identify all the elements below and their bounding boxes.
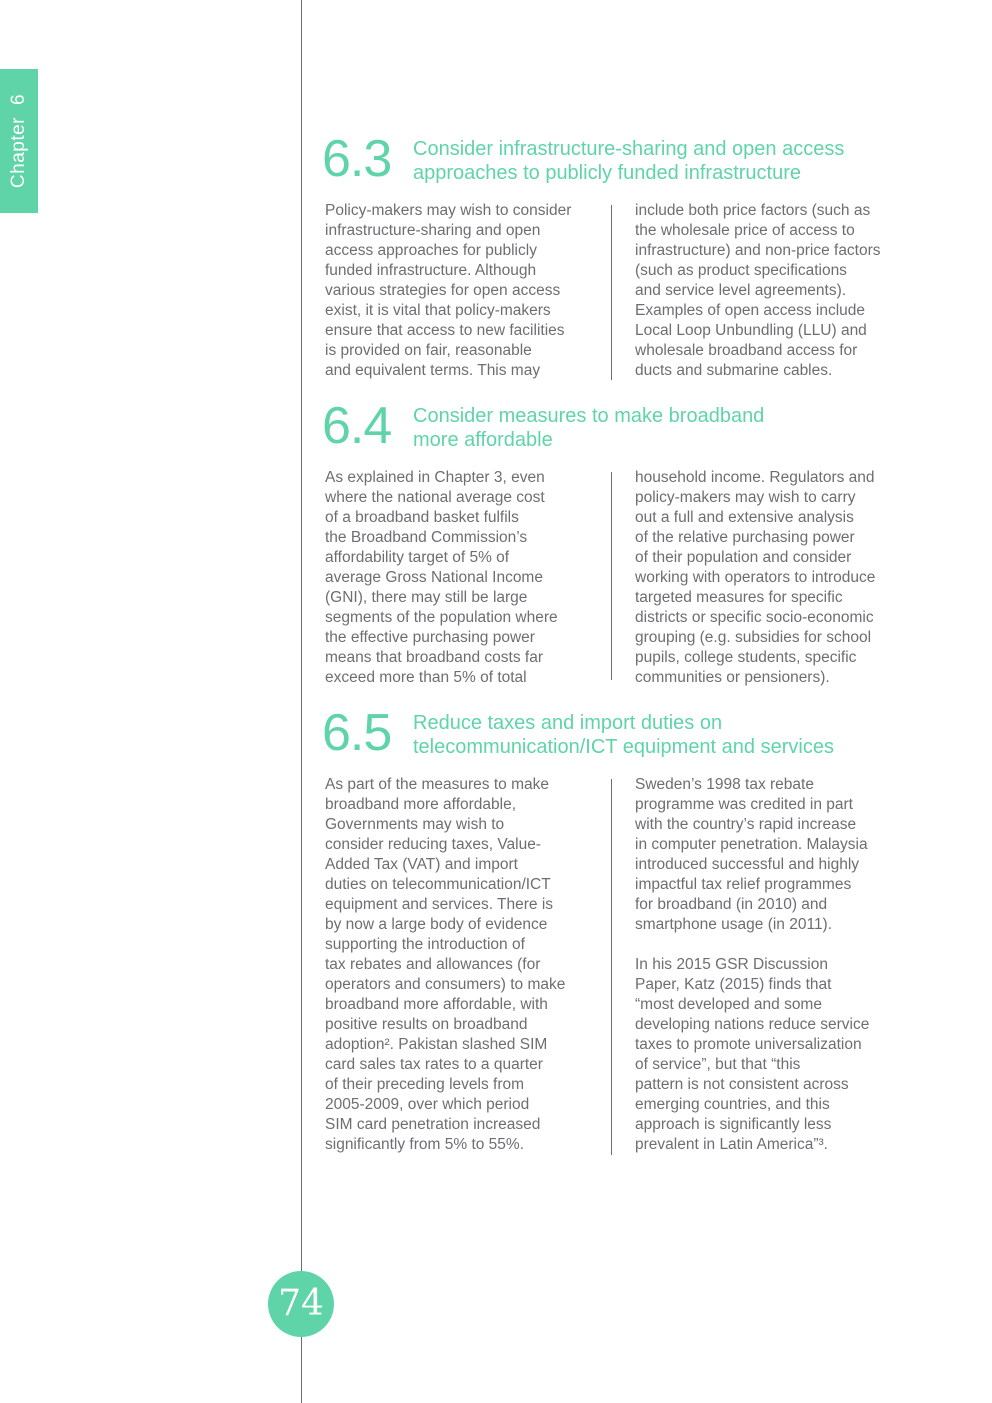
section-number: 6.4 <box>322 397 392 455</box>
section-text-left: As explained in Chapter 3, even where the national average cost of a broadband basket fulfils the Broadband Commission’s affordability target of 5% of average Gross National Income (GNI), there may still be large segments of the population where the effective purchasing power means that broadband costs far exceed more than 5% of total <box>325 469 558 686</box>
column-divider <box>611 205 612 380</box>
section-6-4 <box>322 397 905 686</box>
section-number: 6.5 <box>322 704 392 762</box>
section-number: 6.3 <box>322 130 392 188</box>
column-divider <box>611 472 612 680</box>
section-title: Consider measures to make broadband more affordable <box>413 405 765 451</box>
section-text-right: household income. Regulators and policy-makers may wish to carry out a full and extensive analysis of the relative purchasing power of their population and consider working with operators to introduce targeted measures for specific districts or specific socio-economic grouping (e.g. subsidies for school pupils, college students, specific communities or pensioners). <box>635 469 876 686</box>
chapter-tab-text <box>8 94 30 188</box>
chapter-number: 6 <box>8 93 29 105</box>
page-number-badge: 74 <box>268 1271 334 1337</box>
section-6-5 <box>322 704 905 1153</box>
section-text-right: Sweden’s 1998 tax rebate programme was credited in part with the country’s rapid increase in computer penetration. Malaysia introduced successful and highly impactful tax relief programmes for broadband (in 2010) and smartphone usage (in 2011). In his 2015 GSR Discussion Paper, Katz (2015) finds that “most developed and some developing nations reduce service taxes to promote universalization of service”, but that “this pattern is not consistent across emerging countries, and this approach is significantly less prevalent in Latin America”³. <box>635 776 870 1153</box>
section-title: Consider infrastructure-sharing and open access approaches to publicly funded infrastructure <box>413 138 845 184</box>
chapter-tab <box>0 69 38 213</box>
section-header <box>322 397 905 468</box>
section-title: Reduce taxes and import duties on telecommunication/ICT equipment and services <box>413 712 834 758</box>
section-6-3 <box>322 130 905 379</box>
column-divider <box>611 779 612 1155</box>
page-vertical-rule <box>301 0 302 1403</box>
section-text-left: As part of the measures to make broadband more affordable, Governments may wish to consider reducing taxes, Value- Added Tax (VAT) and import duties on telecommunication/ICT equipment and services. There is by now a large body of evidence supporting the introduction of tax rebates and allowances (for operators and consumers) to make broadband more affordable, with positive results on broadband adoption². Pakistan slashed SIM card sales tax rates to a quarter of their preceding levels from 2005-2009, over which period SIM card penetration increased significantly from 5% to 55%. <box>325 776 566 1153</box>
section-header <box>322 130 905 201</box>
section-header <box>322 704 905 775</box>
chapter-label: Chapter <box>8 116 29 189</box>
section-text-right: include both price factors (such as the wholesale price of access to infrastructure) and non-price factors (such as product specifications and service level agreements). Examples of open access include Local Loop Unbundling (LLU) and wholesale broadband access for ducts and submarine cables. <box>635 202 881 379</box>
section-text-left: Policy-makers may wish to consider infrastructure-sharing and open access approaches for publicly funded infrastructure. Although various strategies for open access exist, it is vital that policy-makers ensure that access to new facilities is provided on fair, reasonable and equivalent terms. This may <box>325 202 572 379</box>
